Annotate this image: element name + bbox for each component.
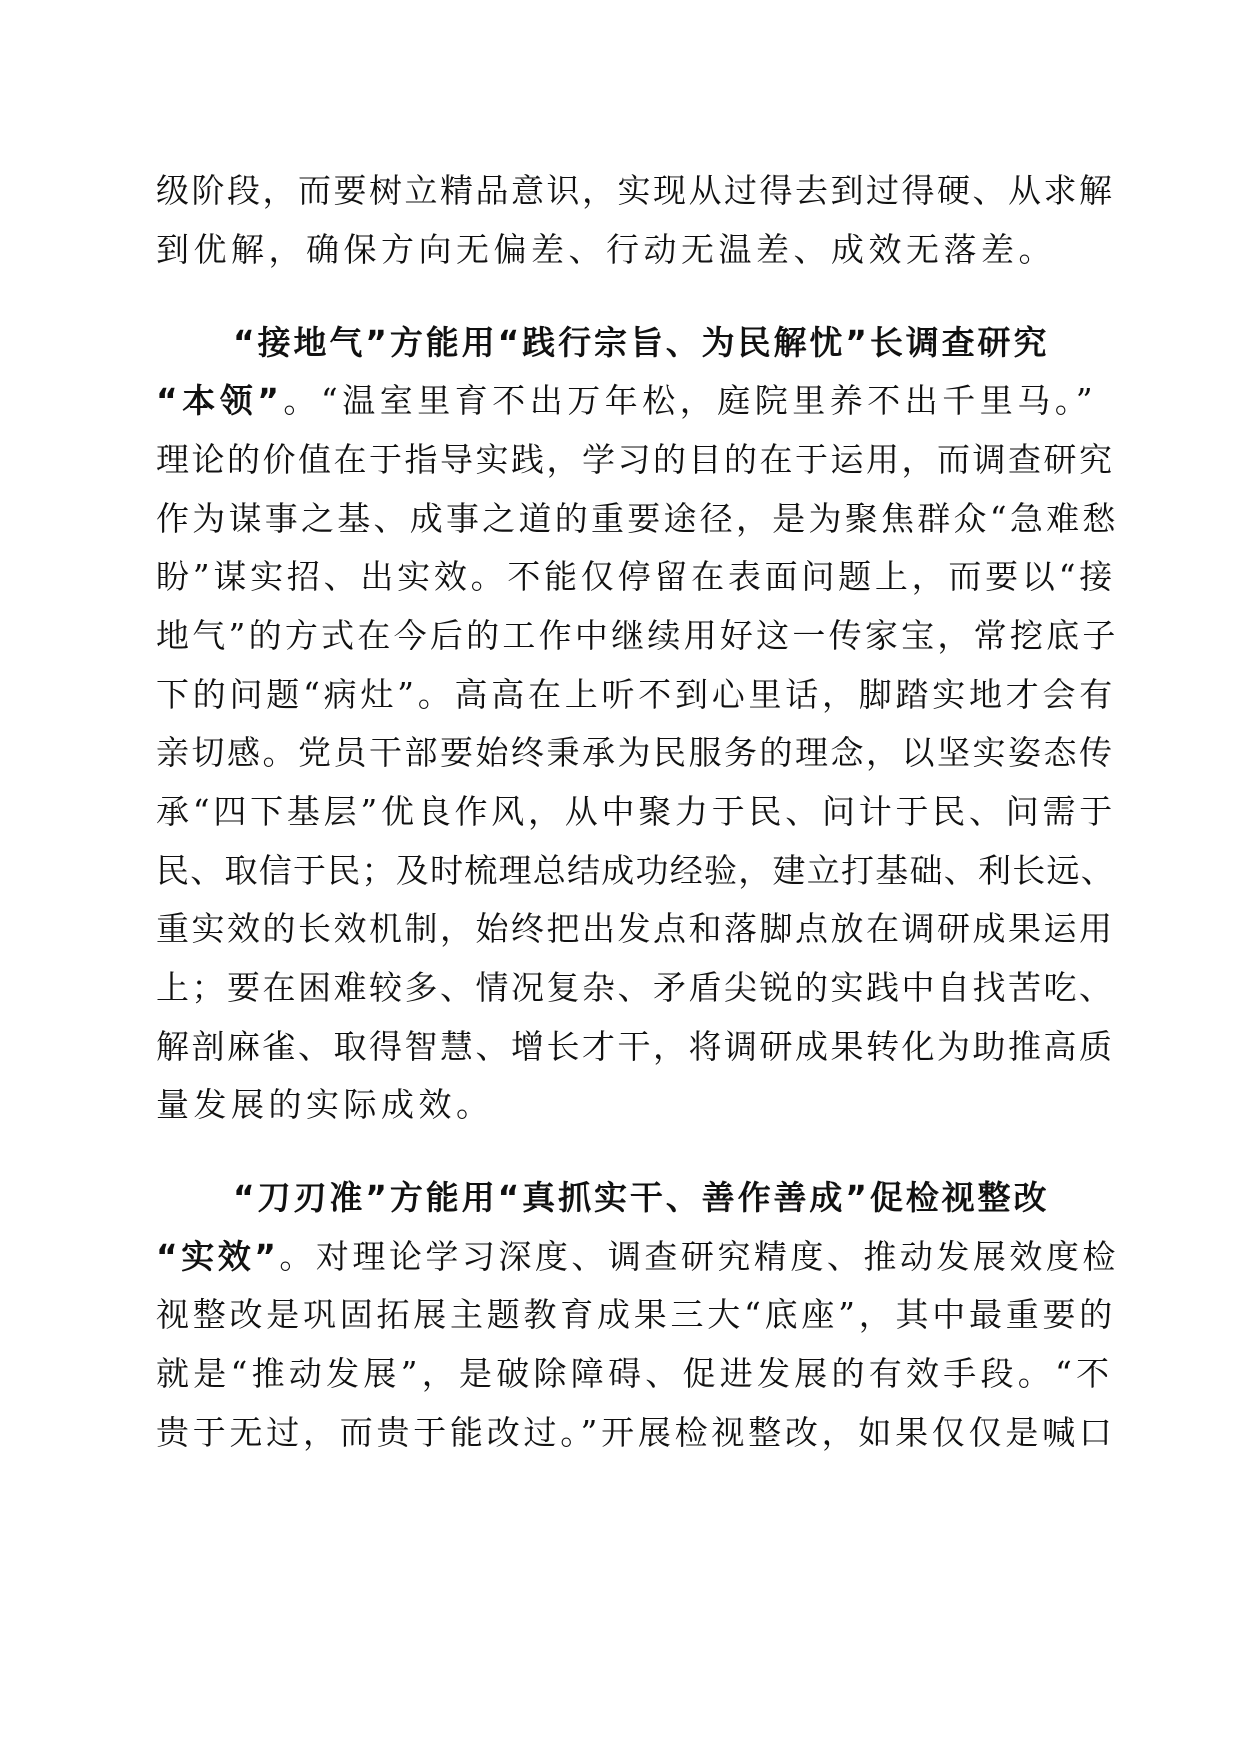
- paragraph-line: 理论的价值在于指导实践，学习的目的在于运用，而调查研究: [156, 440, 1115, 479]
- paragraph-line: 就是“推动发展”，是破除障碍、促进发展的有效手段。“不: [156, 1354, 1114, 1393]
- section-heading: “接地气”方能用“践行宗旨、为民解忧”长调查研究: [233, 323, 1050, 362]
- paragraph-line: 下的问题“病灶”。高高在上听不到心里话，脚踏实地才会有: [156, 675, 1116, 714]
- paragraph-line: 到优解，确保方向无偏差、行动无温差、成效无落差。: [156, 230, 1056, 269]
- paragraph-line: 贵于无过，而贵于能改过。”开展检视整改，如果仅仅是喊口: [156, 1413, 1116, 1452]
- paragraph-line: 地气”的方式在今后的工作中继续用好这一传家宝，常挖底子: [156, 616, 1119, 655]
- paragraph-line: [156, 381, 1097, 421]
- section-heading: “刀刃准”方能用“真抓实干、善作善成”促检视整改: [233, 1178, 1050, 1217]
- section-heading-tail: “本领”: [156, 381, 284, 420]
- paragraph-line: 级阶段，而要树立精品意识，实现从过得去到过得硬、从求解: [156, 171, 1115, 210]
- paragraph-line: 民、取信于民；及时梳理总结成功经验，建立打基础、利长远、: [156, 851, 1115, 890]
- paragraph-text: 。对理论学习深度、调查研究精度、推动发展效度检: [279, 1237, 1119, 1276]
- paragraph-line: 量发展的实际成效。: [156, 1085, 494, 1124]
- paragraph-line: 上；要在困难较多、情况复杂、矛盾尖锐的实践中自找苦吃、: [156, 968, 1115, 1007]
- paragraph-line: 承“四下基层”优良作风，从中聚力于民、问计于民、问需于: [156, 792, 1116, 831]
- paragraph-line: [156, 1237, 1119, 1277]
- paragraph-line: 亲切感。党员干部要始终秉承为民服务的理念，以坚实姿态传: [156, 733, 1115, 772]
- paragraph-line: 盼”谋实招、出实效。不能仅停留在表面问题上，而要以“接: [156, 557, 1116, 596]
- paragraph-text: 。“温室里育不出万年松，庭院里养不出千里马。”: [283, 381, 1098, 420]
- paragraph-line: 作为谋事之基、成事之道的重要途径，是为聚焦群众“急难愁: [156, 499, 1119, 538]
- paragraph-line: 视整改是巩固拓展主题教育成果三大“底座”，其中最重要的: [156, 1295, 1116, 1334]
- section-heading-tail: “实效”: [156, 1237, 280, 1276]
- paragraph-line: 重实效的长效机制，始终把出发点和落脚点放在调研成果运用: [156, 909, 1115, 948]
- paragraph-line: 解剖麻雀、取得智慧、增长才干，将调研成果转化为助推高质: [156, 1027, 1115, 1066]
